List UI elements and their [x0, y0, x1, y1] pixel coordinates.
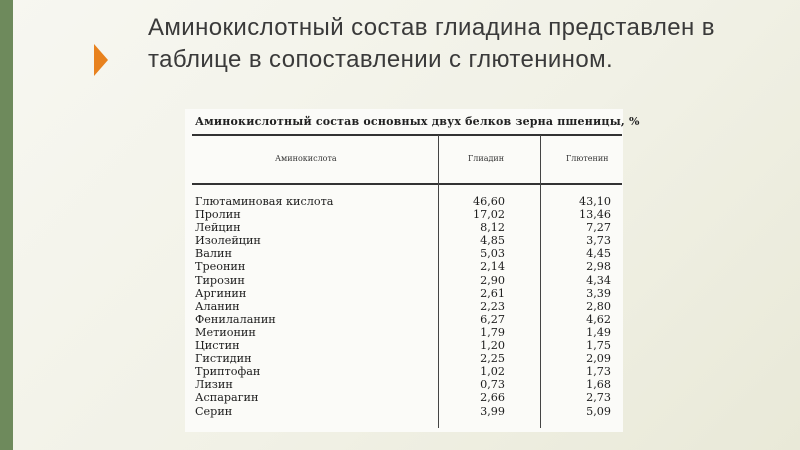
aminoacid-name: Лизин: [195, 378, 233, 392]
gliadin-value: 1,02: [480, 365, 505, 379]
glutenin-value: 2,80: [586, 299, 611, 313]
table-row: [195, 260, 615, 273]
table-row: [195, 339, 615, 352]
aminoacid-name: Лейцин: [195, 221, 241, 235]
table-top-rule: [192, 134, 622, 136]
aminoacid-name: Метионин: [195, 325, 256, 339]
slide-title: Аминокислотный состав глиадина представлен в таблице в сопоставлении с глютенином.: [148, 14, 715, 73]
gliadin-value: 8,12: [480, 221, 505, 235]
glutenin-value: 1,73: [586, 365, 611, 379]
glutenin-value: 2,98: [586, 260, 611, 274]
gliadin-value: 2,61: [480, 286, 505, 300]
left-accent-stripe: [0, 0, 13, 450]
gliadin-value: 1,79: [480, 325, 505, 339]
table-row: [195, 274, 615, 287]
aminoacid-name: Аргинин: [195, 286, 247, 300]
gliadin-value: 2,14: [480, 260, 505, 274]
column-header-aminoacid: Аминокислота: [275, 154, 337, 163]
aminoacid-name: Серин: [195, 404, 233, 418]
table-header-rule: [192, 183, 622, 185]
bullet-arrow-icon: [94, 44, 108, 76]
aminoacid-name: Триптофан: [195, 365, 261, 379]
gliadin-value: 1,20: [480, 339, 505, 353]
aminoacid-name: Аланин: [195, 299, 240, 313]
table-row: [195, 352, 615, 365]
table-row: [195, 208, 615, 221]
table-row: [195, 326, 615, 339]
aminoacid-name: Изолейцин: [195, 234, 261, 248]
aminoacid-name: Пролин: [195, 208, 241, 222]
glutenin-value: 2,73: [586, 391, 611, 405]
glutenin-value: 1,49: [586, 325, 611, 339]
aminoacid-name: Глютаминовая кислота: [195, 195, 334, 208]
table-row: [195, 405, 615, 418]
table-row: [195, 195, 615, 208]
aminoacid-name: Гистидин: [195, 352, 252, 366]
column-header-gliadin: Глиадин: [468, 154, 505, 163]
aminoacid-name: Цистин: [195, 339, 240, 353]
glutenin-value: 2,09: [586, 352, 611, 366]
glutenin-value: 4,62: [586, 312, 611, 326]
gliadin-value: 6,27: [480, 312, 505, 326]
table-caption: Аминокислотный состав основных двух белков зерна пшеницы, %: [195, 115, 640, 128]
table-body: [195, 195, 615, 418]
gliadin-value: 2,23: [480, 299, 505, 313]
gliadin-value: 46,60: [472, 195, 505, 208]
gliadin-value: 4,85: [480, 234, 505, 248]
table-row: [195, 247, 615, 260]
column-header-glutenin: Глютенин: [566, 154, 609, 163]
glutenin-value: 1,75: [586, 339, 611, 353]
glutenin-value: 3,39: [586, 286, 611, 300]
table-row: [195, 287, 615, 300]
gliadin-value: 5,03: [480, 247, 505, 261]
table-row: [195, 313, 615, 326]
aminoacid-name: Треонин: [195, 260, 246, 274]
glutenin-value: 3,73: [586, 234, 611, 248]
glutenin-value: 7,27: [586, 221, 611, 235]
glutenin-value: 13,46: [578, 208, 611, 222]
table-row: [195, 391, 615, 404]
glutenin-value: 4,45: [586, 247, 611, 261]
glutenin-value: 1,68: [586, 378, 611, 392]
gliadin-value: 2,90: [480, 273, 505, 287]
aminoacid-name: Тирозин: [195, 273, 245, 287]
gliadin-value: 17,02: [472, 208, 505, 222]
table-row: [195, 234, 615, 247]
table-row: [195, 221, 615, 234]
table-row: [195, 365, 615, 378]
gliadin-value: 0,73: [480, 378, 505, 392]
gliadin-value: 3,99: [480, 404, 505, 418]
table-row: [195, 300, 615, 313]
table-row: [195, 378, 615, 391]
gliadin-value: 2,66: [480, 391, 505, 405]
glutenin-value: 4,34: [586, 273, 611, 287]
glutenin-value: 43,10: [578, 195, 611, 208]
glutenin-value: 5,09: [586, 404, 611, 418]
gliadin-value: 2,25: [480, 352, 505, 366]
aminoacid-name: Аспарагин: [195, 391, 259, 405]
aminoacid-name: Фенилаланин: [195, 312, 276, 326]
aminoacid-name: Валин: [195, 247, 232, 261]
